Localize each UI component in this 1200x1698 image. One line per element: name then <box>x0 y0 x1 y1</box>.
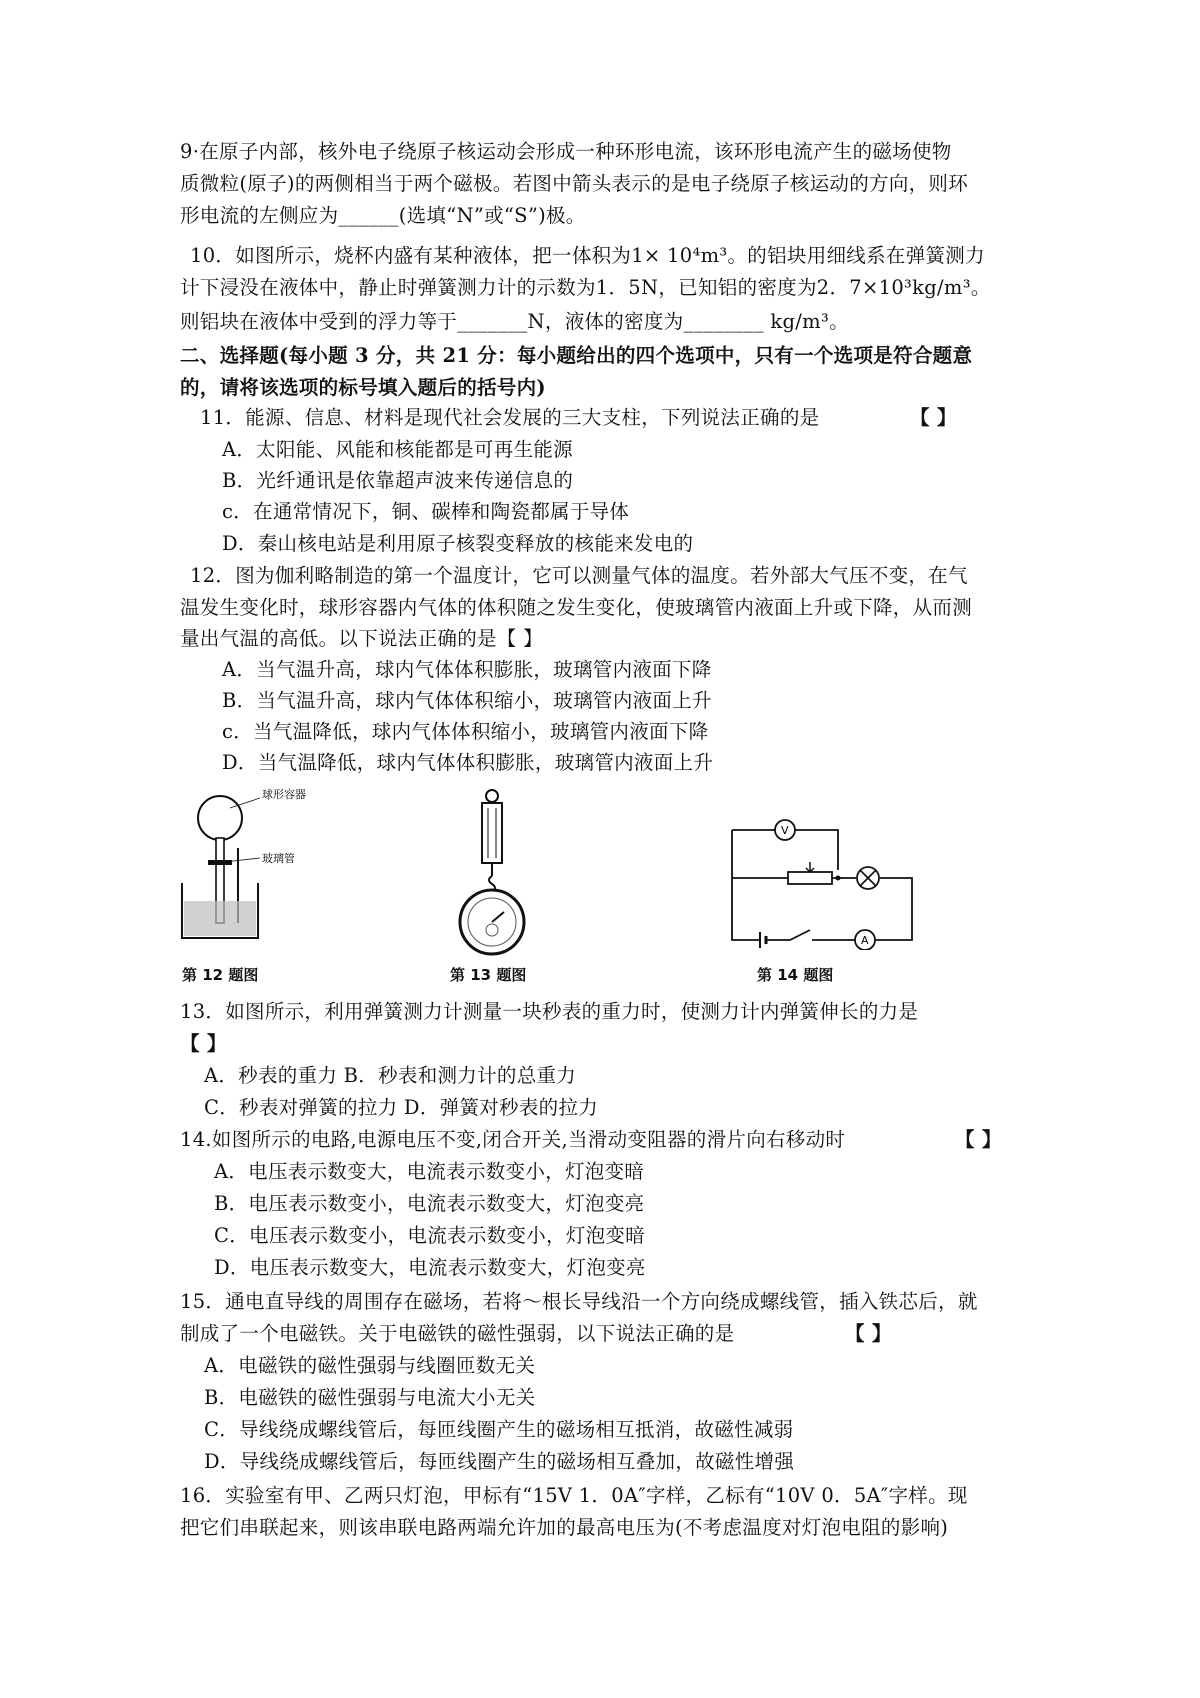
q11-option-b: B．光纤通讯是依靠超声波来传递信息的 <box>222 469 574 492</box>
scale-body-shape <box>482 803 502 863</box>
bulb-container-shape <box>198 796 242 840</box>
q9-line-3: 形电流的左侧应为______(选填“N”或“S”)极。 <box>180 204 586 227</box>
fig12-label-container: 球形容器 <box>262 788 306 801</box>
q14-answer-bracket: 【 】 <box>955 1128 1002 1151</box>
q14-option-d: D．电压表示数变大，电流表示数变大，灯泡变亮 <box>214 1256 646 1279</box>
q11-option-a: A．太阳能、风能和核能都是可再生能源 <box>222 438 573 461</box>
q16-line-2: 把它们串联起来，则该串联电路两端允许加的最高电压为(不考虑温度对灯泡电阻的影响) <box>180 1516 949 1539</box>
q11-answer-bracket: 【 】 <box>910 406 957 429</box>
q13-options-cd: C．秒表对弹簧的拉力 D．弹簧对秒表的拉力 <box>204 1096 599 1119</box>
q10-line-3: 则铝块在液体中受到的浮力等于_______N，液体的密度为________ kg/m³。 <box>180 310 849 333</box>
q15-option-b: B．电磁铁的磁性强弱与电流大小无关 <box>204 1386 536 1409</box>
q12-line-1: 12．图为伽利略制造的第一个温度计，它可以测量气体的温度。若外部大气压不变，在气 <box>190 564 968 587</box>
q16-line-1: 16．实验室有甲、乙两只灯泡，甲标有“15V 1．0A″字样，乙标有“10V 0．5A″字样。现 <box>180 1484 968 1507</box>
q9-line-2: 质微粒(原子)的两侧相当于两个磁极。若图中箭头表示的是电子绕原子核运动的方向，则环 <box>180 172 969 195</box>
rheostat-icon <box>788 872 832 884</box>
switch-icon <box>766 930 855 940</box>
q15-answer-bracket: 【 】 <box>845 1322 892 1345</box>
q9-line-1: 9·在原子内部，核外电子绕原子核运动会形成一种环形电流，该环形电流产生的磁场使物 <box>180 140 952 163</box>
ammeter-label: A <box>861 934 869 947</box>
figure-12-caption: 第 12 题图 <box>182 966 259 984</box>
q14-option-a: A．电压表示数变大，电流表示数变小，灯泡变暗 <box>214 1160 645 1183</box>
q15-line-2: 制成了一个电磁铁。关于电磁铁的磁性强弱，以下说法正确的是 <box>180 1322 735 1345</box>
q13-answer-bracket: 【 】 <box>180 1032 227 1055</box>
q15-option-a: A．电磁铁的磁性强弱与线圈匝数无关 <box>204 1354 536 1377</box>
q11-option-d: D．秦山核电站是利用原子核裂变释放的核能来发电的 <box>222 532 694 555</box>
liquid-shape <box>184 901 256 936</box>
q12-option-b: B．当气温升高，球内气体体积缩小，玻璃管内液面上升 <box>222 689 712 712</box>
section-2-heading-line-1: 二、选择题(每小题 3 分，共 21 分：每小题给出的四个选项中，只有一个选项是符合题意 <box>180 344 973 367</box>
q14-option-b: B．电压表示数变小，电流表示数变大，灯泡变亮 <box>214 1192 645 1215</box>
q12-option-d: D．当气温降低，球内气体体积膨胀，玻璃管内液面上升 <box>222 751 714 774</box>
q13-options-ab: A．秒表的重力 B．秒表和测力计的总重力 <box>204 1064 577 1087</box>
q11-stem: 11．能源、信息、材料是现代社会发展的三大支柱，下列说法正确的是 <box>200 406 820 429</box>
q15-option-d: D．导线绕成螺线管后，每匝线圈产生的磁场相互叠加，故磁性增强 <box>204 1450 795 1473</box>
figure-13-caption: 第 13 题图 <box>450 966 527 984</box>
q14-stem: 14.如图所示的电路,电源电压不变,闭合开关,当滑动变阻器的滑片向右移动时 <box>180 1128 846 1151</box>
q15-option-c: C．导线绕成螺线管后，每匝线圈产生的磁场相互抵消，故磁性减弱 <box>204 1418 794 1441</box>
figure-14-caption: 第 14 题图 <box>757 966 834 984</box>
q12-line-2: 温发生变化时，球形容器内气体的体积随之发生变化，使玻璃管内液面上升或下降，从而测 <box>180 596 973 619</box>
q15-line-1: 15．通电直导线的周围存在磁场，若将～根长导线沿一个方向绕成螺线管，插入铁芯后，就 <box>180 1290 978 1313</box>
q12-option-c: c．当气温降低，球内气体体积缩小，玻璃管内液面下降 <box>222 720 709 743</box>
q11-option-c: c．在通常情况下，铜、碳棒和陶瓷都属于导体 <box>222 500 630 523</box>
scale-ring-shape <box>486 790 498 802</box>
fig12-label-tube: 玻璃管 <box>262 852 295 865</box>
q10-line-2: 计下浸没在液体中，静止时弹簧测力计的示数为1．5N，已知铝的密度为2．7×10³kg/m³。 <box>180 276 991 299</box>
figure-13-spring-scale <box>440 788 550 958</box>
clamp-shape <box>208 860 232 865</box>
q10-line-1: 10．如图所示，烧杯内盛有某种液体，把一体积为1× 10⁴m³。的铝块用细线系在弹簧测力 <box>190 244 985 267</box>
voltmeter-label: V <box>781 824 789 837</box>
figure-14-circuit <box>720 800 920 950</box>
figure-12-thermometer <box>180 788 330 948</box>
q14-option-c: C．电压表示数变小，电流表示数变小，灯泡变暗 <box>214 1224 646 1247</box>
q12-line-3: 量出气温的高低。以下说法正确的是【 】 <box>180 627 543 650</box>
section-2-heading-line-2: 的，请将该选项的标号填入题后的括号内) <box>180 376 546 399</box>
q12-option-a: A．当气温升高，球内气体体积膨胀，玻璃管内液面下降 <box>222 658 712 681</box>
q13-line-1: 13．如图所示，利用弹簧测力计测量一块秒表的重力时，使测力计内弹簧伸长的力是 <box>180 1000 919 1023</box>
